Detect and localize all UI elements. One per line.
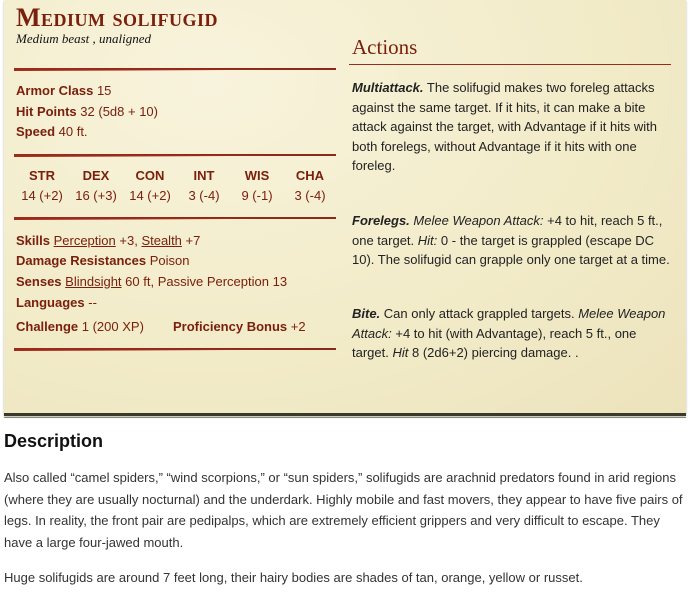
speed-label: Speed <box>16 124 56 139</box>
action-multiattack <box>352 78 672 176</box>
senses-value: 60 ft, Passive Perception 13 <box>125 274 288 289</box>
ability-score: 14 (+2) <box>129 188 171 203</box>
action-name: Bite. <box>352 306 381 321</box>
hit-points-label: Hit Points <box>16 104 77 119</box>
ability-score: 16 (+3) <box>75 188 117 203</box>
ability-abbr: WIS <box>244 168 270 183</box>
ability-con <box>124 168 176 203</box>
action-forelegs <box>352 211 672 270</box>
stat-block-border <box>4 417 686 418</box>
actions-heading: Actions <box>352 35 418 59</box>
damage-resistances-value: Poison <box>149 253 190 268</box>
ability-cha <box>284 168 336 203</box>
ability-wis <box>231 168 283 203</box>
proficiency-label: Proficiency Bonus <box>173 319 288 334</box>
description-heading: Description <box>4 431 104 451</box>
blindsight-link[interactable]: Blindsight <box>65 274 122 289</box>
languages-line <box>16 295 97 310</box>
action-bite <box>352 304 672 363</box>
attack-type: Melee Weapon Attack: <box>413 213 544 228</box>
ability-abbr: DEX <box>82 168 110 183</box>
divider <box>14 217 336 219</box>
challenge-line <box>16 319 144 334</box>
ability-score: 3 (-4) <box>294 188 326 203</box>
armor-class-label: Armor Class <box>16 83 94 98</box>
challenge-value: 1 (200 XP) <box>81 319 144 334</box>
ability-dex <box>70 168 122 203</box>
languages-label: Languages <box>16 295 85 310</box>
divider <box>14 154 336 156</box>
ability-score: 14 (+2) <box>21 188 63 203</box>
ability-abbr: INT <box>193 168 215 183</box>
divider <box>14 68 336 70</box>
monster-name: Medium solifugid <box>16 3 219 32</box>
actions-divider <box>349 64 671 65</box>
proficiency-line <box>173 319 306 334</box>
action-name: Forelegs. <box>352 213 410 228</box>
ability-abbr: CHA <box>295 168 325 183</box>
action-text: +4 to hit, reach 5 ft., one target. <box>352 213 663 248</box>
action-text: 8 (2d6+2) piercing damage. . <box>412 345 579 360</box>
ability-int <box>178 168 230 203</box>
ability-str <box>16 168 68 203</box>
description-paragraph: Also called “camel spiders,” “wind scorpions,” or “sun spiders,” solifugids are arachnid predators found in arid regions (where they are usually nocturnal) and the underdark. Highly mobile and fast movers, they appear to have five pairs of legs. In reality, the front pair are pedipalps, which are extremely efficient grippers and very difficult to escape. They have a large four-jawed mouth. <box>4 470 683 550</box>
languages-value: -- <box>88 295 97 310</box>
action-text: 0 - the target is grappled (escape DC 10). The solifugid can grapple only one target at a time. <box>352 232 670 267</box>
ability-abbr: STR <box>29 168 55 183</box>
skills-line <box>16 233 200 248</box>
attack-type: Melee Weapon Attack: <box>352 306 666 341</box>
senses-label: Senses <box>16 274 62 289</box>
action-text: +4 to hit (with Advantage), reach 5 ft., one target. <box>352 325 637 360</box>
damage-resistances-label: Damage Resistances <box>16 253 147 268</box>
damage-resistances-line <box>16 253 189 268</box>
senses-line <box>16 274 287 289</box>
action-text: The solifugid makes two foreleg attacks against the same target. If it hits, it can make a bite attack against the target, with Advantage if it hits with both forelegs, without Advantage if it hits with one foreleg. <box>352 80 657 173</box>
armor-class-line <box>16 83 111 98</box>
skill-stealth-bonus: +7 <box>185 233 201 248</box>
speed-line <box>16 124 88 139</box>
hit-label: Hit <box>392 345 409 360</box>
hit-points-line <box>16 104 158 119</box>
challenge-label: Challenge <box>16 319 79 334</box>
skill-stealth-link[interactable]: Stealth <box>141 233 182 248</box>
proficiency-value: +2 <box>290 319 306 334</box>
action-text: Can only attack grappled targets. <box>383 306 575 321</box>
hit-label: Hit: <box>417 232 438 248</box>
divider <box>14 348 336 350</box>
armor-class-value: 15 <box>96 83 112 98</box>
monster-type: Medium beast , unaligned <box>16 31 152 46</box>
ability-abbr: CON <box>135 168 165 183</box>
action-name: Multiattack. <box>352 80 424 95</box>
skills-label: Skills <box>16 233 50 248</box>
skill-perception-link[interactable]: Perception <box>53 233 116 248</box>
skill-perception-bonus: +3, <box>119 233 138 248</box>
description-paragraph: Huge solifugids are around 7 feet long, their hairy bodies are shades of tan, orange, yellow or russet. <box>4 570 583 585</box>
speed-value: 40 ft. <box>58 124 88 139</box>
ability-score: 9 (-1) <box>241 188 273 203</box>
hit-points-value: 32 (5d8 + 10) <box>80 104 158 119</box>
ability-score: 3 (-4) <box>188 188 220 203</box>
